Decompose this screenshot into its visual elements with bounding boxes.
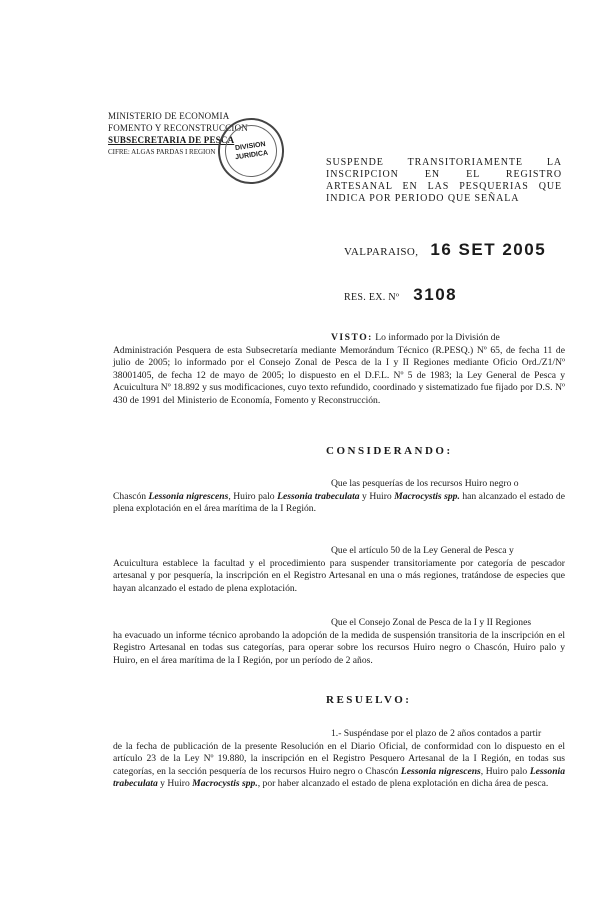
c1-species-a: Lessonia nigrescens xyxy=(148,490,229,502)
stamp-line-2: JURIDICA xyxy=(234,149,269,162)
stamp-line-1: DIVISION xyxy=(234,140,267,153)
visto-first-line xyxy=(113,332,565,345)
header-ministry: MINISTERIO DE ECONOMIA xyxy=(108,111,230,121)
considerando-heading: CONSIDERANDO: xyxy=(326,445,453,457)
c1-species-c: Macrocystis spp. xyxy=(394,490,460,502)
c2-body: Acuicultura establece la facultad y el procedimiento para suspender transitoriamente por categoría de pescador artesanal y por pesquería, la inscripción en el Registro Artesanal en una o más regiones, tratándose de especies que hayan alcanzado el estado de plena explotación. xyxy=(113,557,565,594)
c1-text-d: han alcanzado el estado de plena explotación en el área marítima de la I Región. xyxy=(113,490,565,514)
date-stamp: 16 SET 2005 xyxy=(430,240,547,259)
r1-text-b: , Huiro palo xyxy=(480,765,528,777)
considerando-paragraph-3 xyxy=(113,617,565,667)
resolution-label: RES. EX. Nº xyxy=(344,292,400,303)
date-place: VALPARAISO, xyxy=(344,246,419,258)
c3-lead: Que el Consejo Zonal de Pesca de la I y II Regiones xyxy=(331,617,532,628)
c1-text-a: Chascón xyxy=(113,490,147,502)
considerando-paragraph-2 xyxy=(113,545,565,595)
header-subsecretaria: SUBSECRETARIA DE PESCA xyxy=(108,135,235,145)
resolution-number: 3108 xyxy=(413,285,458,304)
visto-paragraph xyxy=(113,332,565,407)
r1-lead: 1.- Suspéndase por el plazo de 2 años contados a partir xyxy=(331,728,542,739)
r1-species-c: Macrocystis spp. xyxy=(192,778,258,789)
c3-body: ha evacuado un informe técnico aprobando la adopción de la medida de suspensión transitoria de la inscripción en el Registro Artesanal en todas sus categorías, para operar sobre los recursos Huiro negro o Chascón, Huiro palo y Huiro, en el área marítima de la I Región, por un período de 2 años. xyxy=(113,629,565,666)
header-fomento: FOMENTO Y RECONSTRUCCION xyxy=(108,123,248,133)
visto-first-text: Lo informado por la División de xyxy=(375,332,500,343)
resuelvo-paragraph-1 xyxy=(113,728,565,791)
header-cifre: CIFRE: ALGAS PARDAS I REGION xyxy=(108,148,216,156)
r1-text-c: y Huiro xyxy=(157,778,190,789)
r1-text-d: , por haber alcanzado el estado de plena explotación en dicha área de pesca. xyxy=(257,778,549,789)
resuelvo-heading: RESUELVO: xyxy=(326,694,412,706)
resolution-number-line xyxy=(344,285,457,305)
r1-species-a: Lessonia nigrescens xyxy=(400,765,481,777)
r1-text-a: de la fecha de publicación de la presente Resolución en el Diario Oficial, de conformidad con lo dispuesto en el artículo 23 de la Ley Nº 19.880, la inscripción en el Registro Pesquero Artesanal de la I Región, en todas sus categorías, en la sección pesquería de los recursos Huiro negro o Chascón xyxy=(113,740,565,777)
c1-lead: Que las pesquerías de los recursos Huiro negro o xyxy=(331,478,519,489)
visto-body: Administración Pesquera de esta Subsecretaría mediante Memorándum Técnico (R.PESQ.) Nº 65, de fecha 11 de julio de 2005; lo informado por el Consejo Zonal de Pesca de la I y II Regiones mediante Oficio Ord./Z1/Nº 38001405, de fecha 12 de mayo de 2005; lo dispuesto en el D.F.L. Nº 5 de 1983; la Ley General de Pesca y Acuicultura Nº 18.892 y sus modificaciones, cuyo texto refundido, coordinado y sistematizado fue fijado por D.S. Nº 430 de 1991 del Ministerio de Economía, Fomento y Reconstrucción. xyxy=(113,344,565,406)
considerando-paragraph-1 xyxy=(113,478,565,516)
resolution-subject: SUSPENDE TRANSITORIAMENTE LA INSCRIPCION EN EL REGISTRO ARTESANAL EN LAS PESQUERIAS QUE INDICA POR PERIODO QUE SEÑALA xyxy=(326,157,562,204)
c2-lead: Que el artículo 50 de la Ley General de Pesca y xyxy=(331,545,514,556)
c1-text-b: , Huiro palo xyxy=(228,490,275,502)
visto-keyword: VISTO: xyxy=(331,332,373,343)
c1-text-c: y Huiro xyxy=(359,490,392,502)
date-line xyxy=(344,240,546,260)
r1-species-b: Lessonia trabeculata xyxy=(113,765,565,789)
c1-species-b: Lessonia trabeculata xyxy=(277,490,360,502)
